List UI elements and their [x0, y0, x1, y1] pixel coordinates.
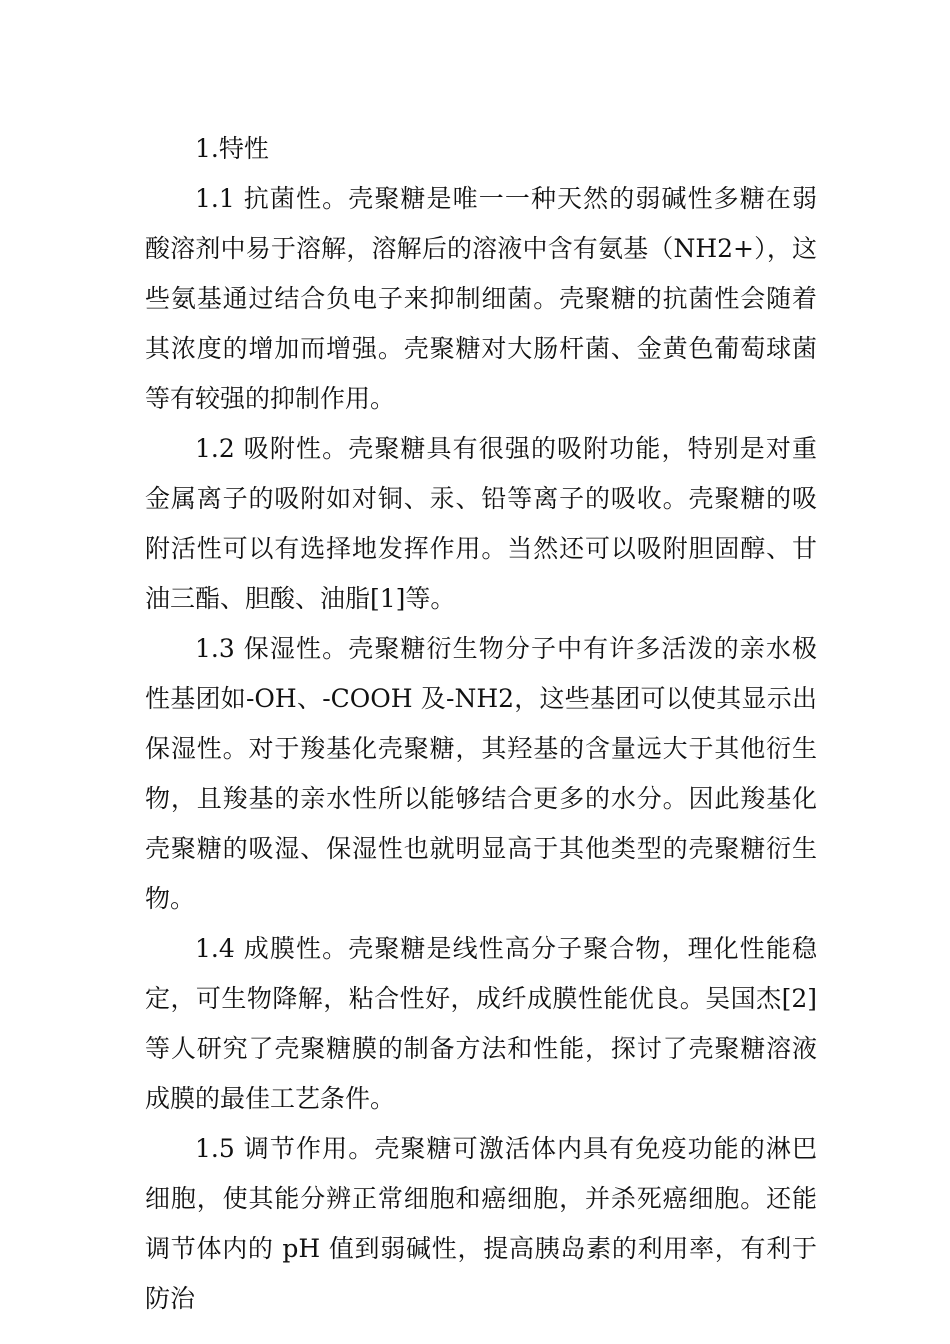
paragraph-moisturizing: 1.3 保湿性。壳聚糖衍生物分子中有许多活泼的亲水极性基团如-OH、-COOH 及-NH2，这些基团可以使其显示出保湿性。对于羧基化壳聚糖，其羟基的含量远大于其他衍生物，且羧基的亲水性所以能够结合更多的水分。因此羧基化壳聚糖的吸湿、保湿性也就明显高于其他类型的壳聚糖衍生物。	[145, 634, 817, 913]
paragraph-adsorption: 1.2 吸附性。壳聚糖具有很强的吸附功能，特别是对重金属离子的吸附如对铜、汞、铅等离子的吸收。壳聚糖的吸附活性可以有选择地发挥作用。当然还可以吸附胆固醇、甘油三酯、胆酸、油脂[1]等。	[145, 434, 817, 613]
section-heading: 1.特性	[195, 134, 269, 163]
paragraph-film-forming: 1.4 成膜性。壳聚糖是线性高分子聚合物，理化性能稳定，可生物降解，粘合性好，成纤成膜性能优良。吴国杰[2]等人研究了壳聚糖膜的制备方法和性能，探讨了壳聚糖溶液成膜的最佳工艺条件。	[145, 934, 817, 1113]
paragraph-antibacterial: 1.1 抗菌性。壳聚糖是唯一一种天然的弱碱性多糖在弱酸溶剂中易于溶解，溶解后的溶液中含有氨基（NH2+），这些氨基通过结合负电子来抑制细菌。壳聚糖的抗菌性会随着其浓度的增加而增强。壳聚糖对大肠杆菌、金黄色葡萄球菌等有较强的抑制作用。	[145, 184, 817, 413]
document-body	[145, 124, 817, 1324]
paragraph-regulation: 1.5 调节作用。壳聚糖可激活体内具有免疫功能的淋巴细胞，使其能分辨正常细胞和癌细胞，并杀死癌细胞。还能调节体内的 pH 值到弱碱性，提高胰岛素的利用率，有利于防治	[145, 1134, 817, 1313]
